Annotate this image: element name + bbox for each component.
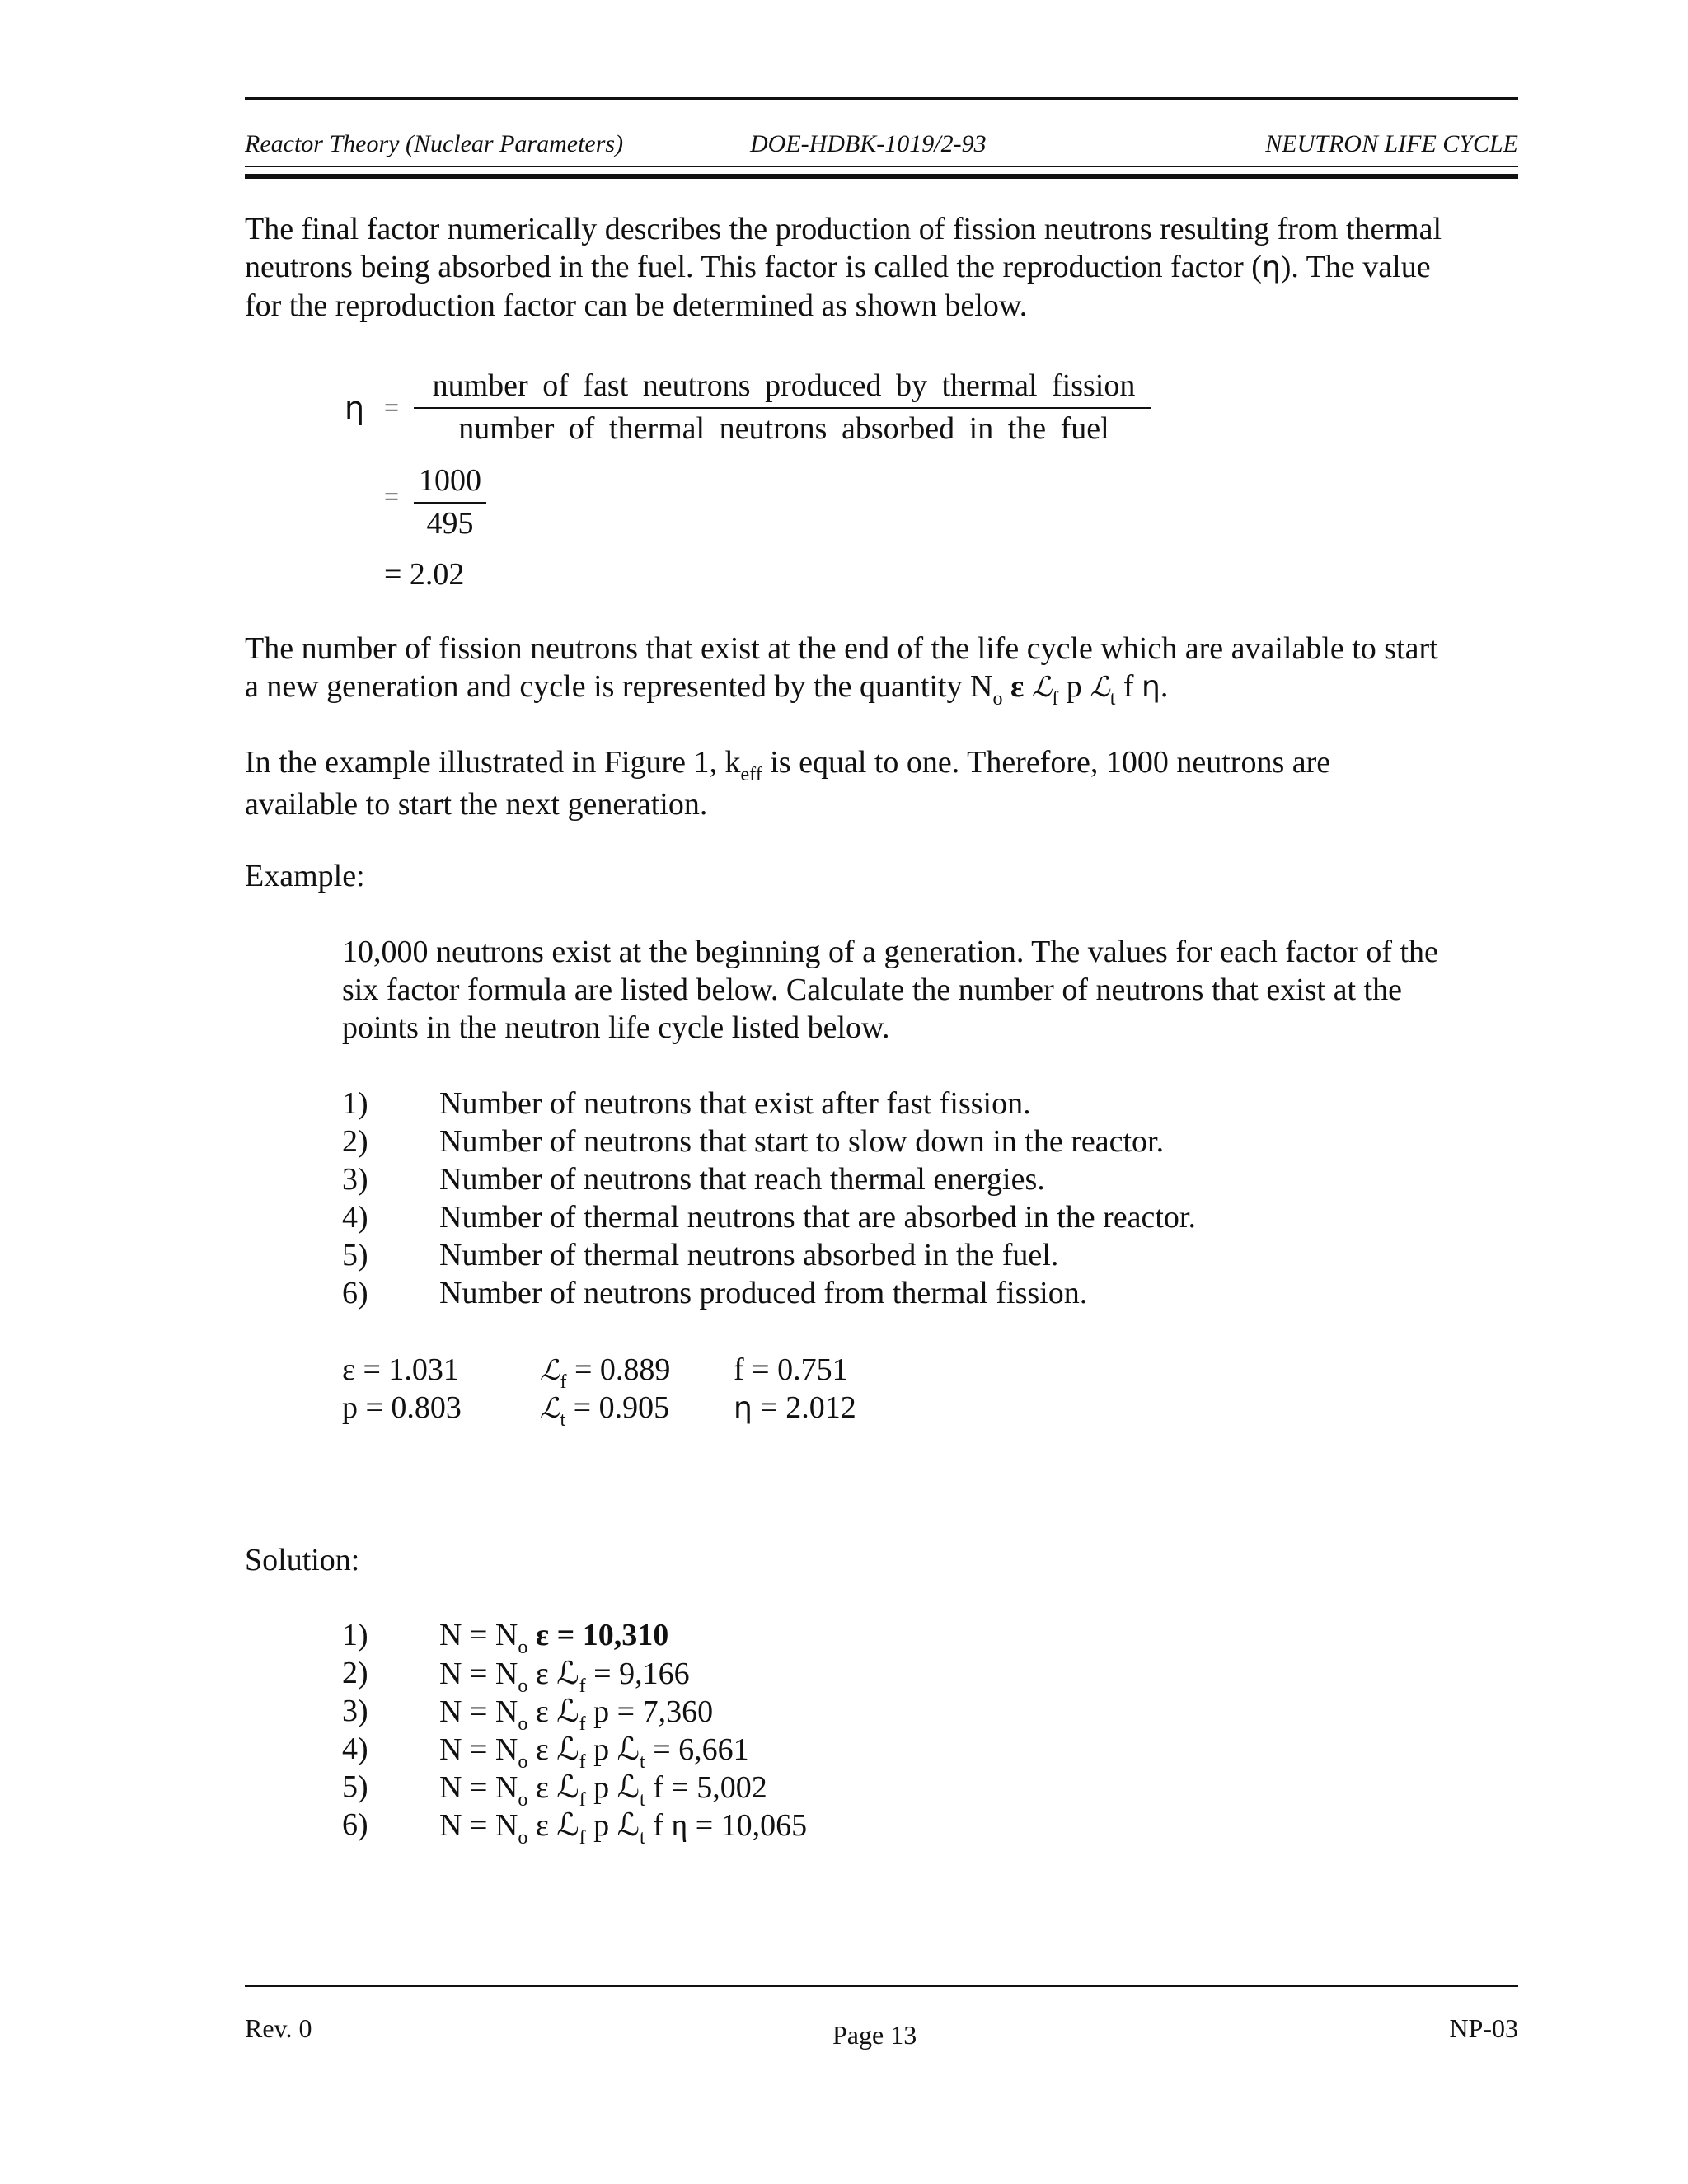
fraction-denominator-2: 495 xyxy=(426,506,474,541)
solution-number: 3) xyxy=(342,1694,368,1728)
equals-sign-1: = xyxy=(384,392,400,422)
para3-line-1: In the example illustrated in Figure 1, $k_{eff}$ is equal to one. Therefore, 1000 neutrons are xyxy=(245,745,1331,785)
factor-reproduction: η = 2.012 xyxy=(734,1390,856,1425)
example-label: Example: xyxy=(245,859,365,893)
footer-rule xyxy=(245,1985,1518,1987)
eta-symbol: η xyxy=(345,390,365,426)
paragraph-2 xyxy=(245,630,1518,710)
example-paragraph xyxy=(342,933,1518,1047)
solution-expression: $N = N_o$ ε ℒ$_f$ = 9,166 xyxy=(439,1657,690,1697)
fraction-numerator: number of fast neutrons produced by thermal fission xyxy=(432,368,1136,403)
list-item-text: Number of thermal neutrons that are absorbed in the reactor. xyxy=(439,1200,1196,1235)
solution-number: 5) xyxy=(342,1769,368,1804)
footer-revision: Rev. 0 xyxy=(245,2013,312,2043)
fraction-numerator-2: 1000 xyxy=(419,463,481,498)
footer-page-number: Page 13 xyxy=(832,2020,917,2050)
solution-number: 2) xyxy=(342,1656,368,1690)
list-item-number: 1) xyxy=(342,1086,368,1121)
list-item-number: 4) xyxy=(342,1200,368,1235)
header-right: NEUTRON LIFE CYCLE xyxy=(1265,130,1518,157)
paragraph-3 xyxy=(245,743,1518,823)
list-item-text: Number of thermal neutrons absorbed in the fuel. xyxy=(439,1238,1059,1272)
header-left: Reactor Theory (Nuclear Parameters) xyxy=(245,130,624,157)
list-item-number: 3) xyxy=(342,1162,368,1197)
para3-line-2: available to start the next generation. xyxy=(245,787,708,822)
header-rule-thick xyxy=(245,174,1518,179)
equation-result: = 2.02 xyxy=(384,557,465,592)
factor-thermal-nonleakage: ℒ$_t$ = 0.905 xyxy=(540,1390,670,1431)
list-item-text: Number of neutrons that reach thermal energies. xyxy=(439,1162,1045,1197)
solution-expression: $N = N_o$ ε ℒ$_f$ p = 7,360 xyxy=(439,1694,714,1735)
example-line-1: 10,000 neutrons exist at the beginning of a generation. The values for each factor of the xyxy=(342,935,1438,969)
header-center: DOE-HDBK-1019/2-93 xyxy=(750,130,987,157)
solution-expression: $N = N_o$ ε = 10,310 xyxy=(439,1618,669,1658)
example-line-3: points in the neutron life cycle listed below. xyxy=(342,1010,890,1045)
equals-sign-2: = xyxy=(384,481,400,511)
solution-expression: $N = N_o$ ε ℒ$_f$ p ℒ$_t$ = 6,661 xyxy=(439,1732,749,1773)
solution-expression: $N = N_o$ ε ℒ$_f$ p ℒ$_t$ f = 5,002 xyxy=(439,1770,767,1811)
solution-number: 6) xyxy=(342,1807,368,1842)
list-item-text: Number of neutrons that exist after fast fission. xyxy=(439,1086,1031,1121)
example-line-2: six factor formula are listed below. Calculate the number of neutrons that exist at the xyxy=(342,972,1402,1007)
para2-line-1: The number of fission neutrons that exist at the end of the life cycle which are available to start xyxy=(245,631,1438,666)
list-item-number: 6) xyxy=(342,1276,368,1310)
para2-line-2: a new generation and cycle is represented by the quantity $N_o$ ε ℒ$_f$ p ℒ$_t$ f η. xyxy=(245,669,1169,710)
factor-fast-nonleakage: ℒ$_f$ = 0.889 xyxy=(540,1352,671,1393)
list-item-text: Number of neutrons that start to slow down in the reactor. xyxy=(439,1124,1165,1159)
intro-line-1: The final factor numerically describes the production of fission neutrons resulting from thermal xyxy=(245,212,1442,246)
footer-module-id: NP-03 xyxy=(1449,2013,1518,2043)
fraction-denominator: number of thermal neutrons absorbed in the fuel xyxy=(458,411,1109,446)
fraction-bar-1 xyxy=(414,407,1151,409)
solution-label: Solution: xyxy=(245,1543,360,1577)
solution-number: 1) xyxy=(342,1618,368,1652)
list-item-text: Number of neutrons produced from thermal fission. xyxy=(439,1276,1088,1310)
factor-epsilon: ε = 1.031 xyxy=(342,1352,459,1387)
header-top-rule xyxy=(245,97,1518,100)
intro-paragraph xyxy=(245,210,1518,325)
factor-resonance-escape: p = 0.803 xyxy=(342,1390,462,1425)
intro-line-2: neutrons being absorbed in the fuel. This factor is called the reproduction factor (η). The value xyxy=(245,250,1431,284)
solution-expression: $N = N_o$ ε ℒ$_f$ p ℒ$_t$ f η = 10,065 xyxy=(439,1808,808,1849)
list-item-number: 2) xyxy=(342,1124,368,1159)
list-item-number: 5) xyxy=(342,1238,368,1272)
intro-line-3: for the reproduction factor can be determined as shown below. xyxy=(245,288,1028,323)
solution-number: 4) xyxy=(342,1732,368,1766)
factor-thermal-utilization: f = 0.751 xyxy=(734,1352,848,1387)
fraction-bar-2 xyxy=(414,502,486,504)
header-rule-thin xyxy=(245,166,1518,167)
